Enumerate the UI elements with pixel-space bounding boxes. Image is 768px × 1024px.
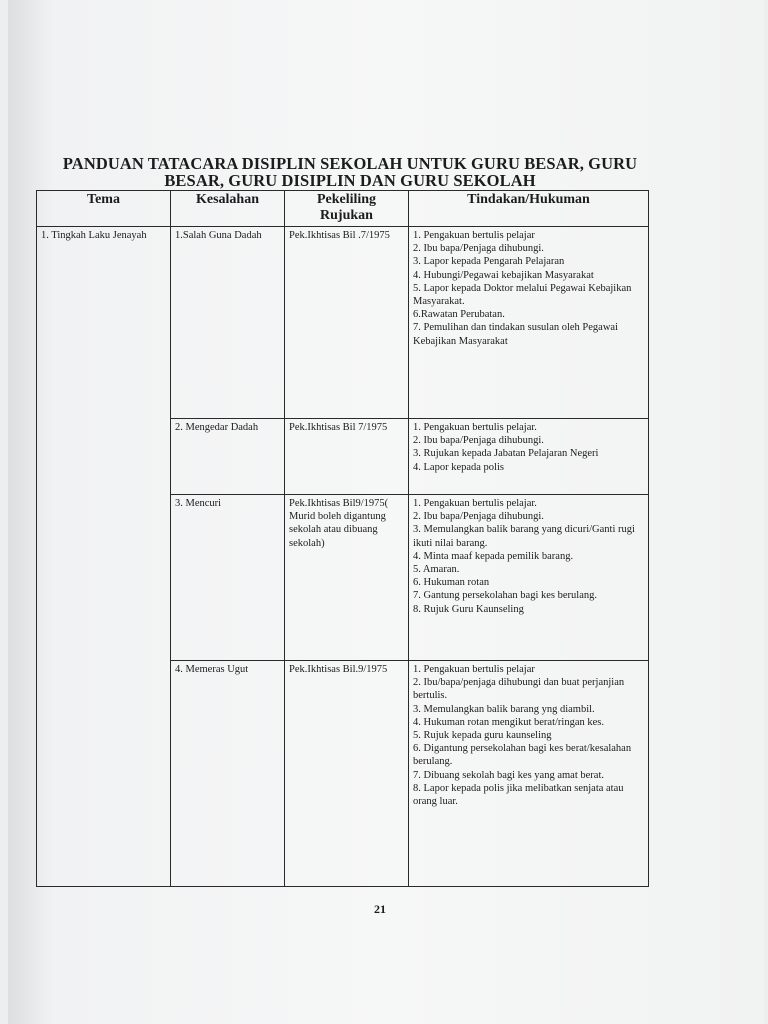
cell-pekeliling: Pek.Ikhtisas Bil9/1975( Murid boleh digantung sekolah atau dibuang sekolah) [285, 495, 409, 661]
tindakan-item: 2. Ibu/bapa/penjaga dihubungi dan buat perjanjian bertulis. [413, 677, 625, 702]
cell-kesalahan: 2. Mengedar Dadah [171, 419, 285, 495]
title-line-1: PANDUAN TATACARA DISIPLIN SEKOLAH UNTUK GURU BESAR, GURU [62, 154, 638, 173]
header-kesalahan: Kesalahan [171, 191, 285, 227]
tindakan-item: 3. Lapor kepada Pengarah Pelajaran [413, 256, 565, 268]
tindakan-item: 3. Memulangkan balik barang yng diambil. [413, 703, 595, 715]
tindakan-item: 7. Dibuang sekolah bagi kes yang amat berat. [413, 769, 604, 781]
cell-pekeliling: Pek.Ikhtisas Bil .7/1975 [285, 227, 409, 419]
cell-tindakan [409, 495, 649, 661]
title-line-2: BESAR, GURU DISIPLIN DAN GURU SEKOLAH [164, 171, 536, 190]
tindakan-item: 5. Rujuk kepada guru kaunseling [413, 730, 552, 742]
header-pekeliling-line1: Pekeliling [316, 192, 377, 207]
tindakan-item: 7. Pemulihan dan tindakan susulan oleh Pegawai Kebajikan Masyarakat [413, 322, 619, 347]
tindakan-item: 4. Hukuman rotan mengikut berat/ringan kes. [413, 716, 604, 728]
tindakan-item: 4. Minta maaf kepada pemilik barang. [413, 550, 574, 562]
tindakan-item: 6.Rawatan Perubatan. [413, 309, 505, 321]
cell-pekeliling: Pek.Ikhtisas Bil 7/1975 [285, 419, 409, 495]
cell-tindakan [409, 419, 649, 495]
cell-kesalahan: 4. Memeras Ugut [171, 661, 285, 887]
tindakan-item: 6. Digantung persekolahan bagi kes berat/kesalahan berulang. [413, 743, 632, 768]
tindakan-item: 3. Memulangkan balik barang yang dicuri/Ganti rugi ikuti nilai barang. [413, 524, 635, 549]
cell-tindakan [409, 661, 649, 887]
tindakan-item: 1. Pengakuan bertulis pelajar. [413, 498, 537, 509]
document-title [40, 155, 660, 189]
tindakan-item: 1. Pengakuan bertulis pelajar [413, 230, 535, 241]
tindakan-item: 3. Rujukan kepada Jabatan Pelajaran Negeri [413, 448, 599, 460]
header-pekeliling [285, 191, 409, 227]
header-tindakan: Tindakan/Hukuman [409, 191, 649, 227]
tindakan-item: 2. Ibu bapa/Penjaga dihubungi. [413, 435, 544, 447]
tindakan-item: 8. Lapor kepada polis jika melibatkan senjata atau orang luar. [413, 782, 624, 808]
cell-kesalahan: 3. Mencuri [171, 495, 285, 661]
cell-pekeliling: Pek.Ikhtisas Bil.9/1975 [285, 661, 409, 887]
header-pekeliling-line2: Rujukan [320, 208, 373, 223]
header-tema: Tema [37, 191, 171, 227]
tindakan-item: 4. Hubungi/Pegawai kebajikan Masyarakat [413, 269, 594, 281]
cell-kesalahan: 1.Salah Guna Dadah [171, 227, 285, 419]
tindakan-item: 4. Lapor kepada polis [413, 461, 504, 473]
tindakan-item: 1. Pengakuan bertulis pelajar [413, 664, 535, 675]
tindakan-item: 5. Amaran. [413, 564, 460, 576]
cell-tindakan [409, 227, 649, 419]
tindakan-item: 2. Ibu bapa/Penjaga dihubungi. [413, 243, 544, 255]
tindakan-item: 5. Lapor kepada Doktor melalui Pegawai Kebajikan Masyarakat. [413, 282, 632, 308]
tindakan-item: 8. Rujuk Guru Kaunseling [413, 603, 524, 615]
tindakan-item: 2. Ibu bapa/Penjaga dihubungi. [413, 511, 544, 523]
cell-tema: 1. Tingkah Laku Jenayah [37, 227, 171, 887]
tindakan-item: 1. Pengakuan bertulis pelajar. [413, 422, 537, 433]
tindakan-item: 7. Gantung persekolahan bagi kes berulang. [413, 590, 597, 602]
discipline-table [36, 190, 649, 887]
tindakan-item: 6. Hukuman rotan [413, 577, 490, 589]
page-number: 21 [374, 902, 386, 916]
